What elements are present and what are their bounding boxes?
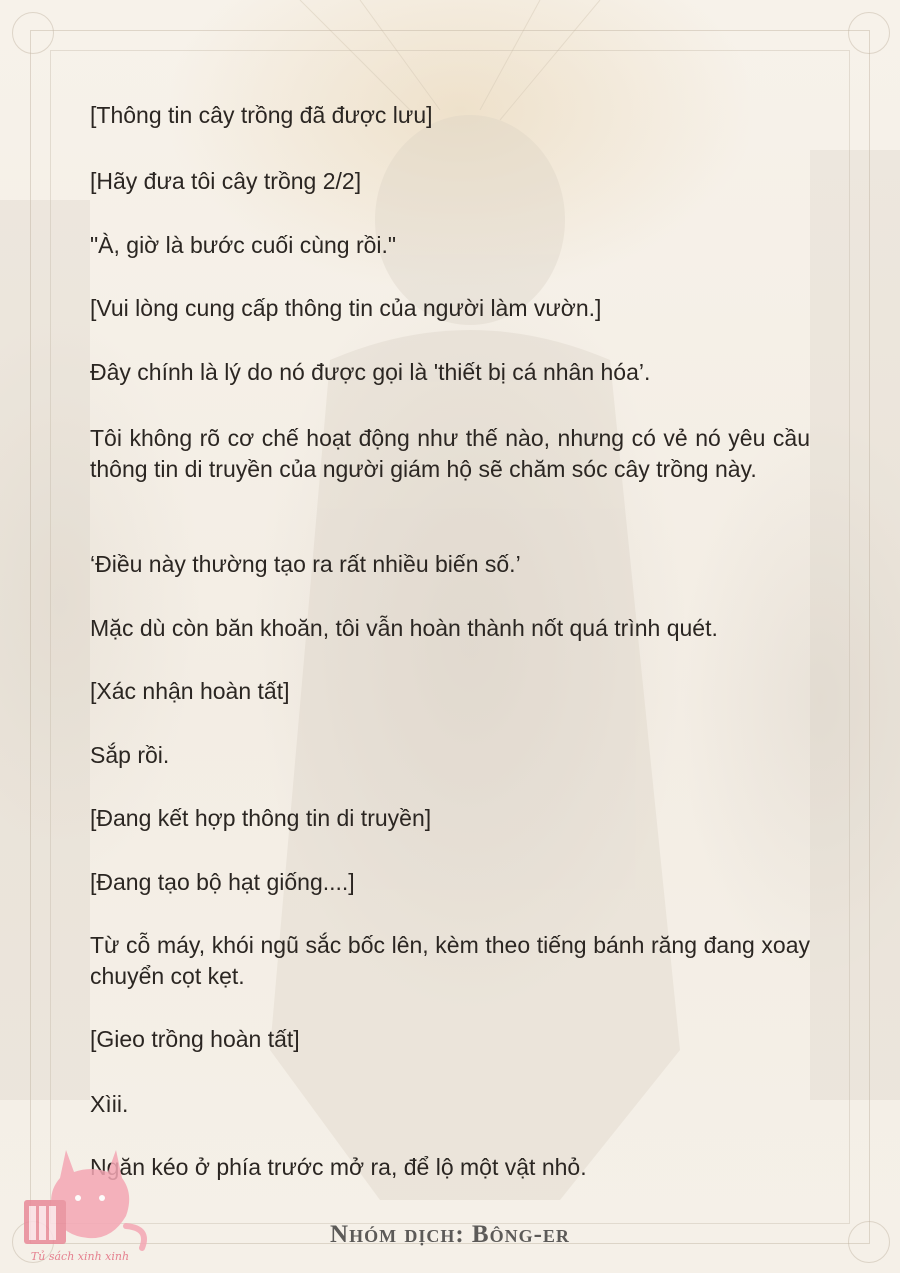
- paragraph: Xìii.: [90, 1091, 129, 1117]
- paragraph: [Vui lòng cung cấp thông tin của người làm vườn.]: [90, 295, 602, 321]
- paragraph: [Thông tin cây trồng đã được lưu]: [90, 102, 433, 128]
- paragraph: Mặc dù còn băn khoăn, tôi vẫn hoàn thành nốt quá trình quét.: [90, 615, 718, 641]
- frame-corner-top-right: [848, 12, 890, 54]
- pink-cat-book-logo-icon: [16, 1130, 156, 1270]
- paragraph: [Đang tạo bộ hạt giống....]: [90, 869, 355, 895]
- paragraph: Sắp rồi.: [90, 742, 170, 768]
- paragraph: Ngăn kéo ở phía trước mở ra, để lộ một vật nhỏ.: [90, 1154, 587, 1180]
- paragraph: ‘Điều này thường tạo ra rất nhiều biến số.’: [90, 551, 521, 577]
- logo-caption: Tủ sách xinh xinh: [30, 1250, 130, 1263]
- paragraph: [Xác nhận hoàn tất]: [90, 678, 290, 704]
- paragraph: [Gieo trồng hoàn tất]: [90, 1026, 300, 1052]
- paragraph: Từ cỗ máy, khói ngũ sắc bốc lên, kèm theo tiếng bánh răng đang xoay chuyển cọt kẹt.: [90, 932, 810, 989]
- frame-corner-top-left: [12, 12, 54, 54]
- paragraph: "À, giờ là bước cuối cùng rồi.": [90, 232, 397, 258]
- paragraph: [Hãy đưa tôi cây trồng 2/2]: [90, 168, 362, 194]
- paragraph: [Đang kết hợp thông tin di truyền]: [90, 805, 432, 831]
- paragraph: Đây chính là lý do nó được gọi là 'thiết bị cá nhân hóa’.: [90, 359, 651, 385]
- paragraph: Tôi không rõ cơ chế hoạt động như thế nào, nhưng có vẻ nó yêu cầu thông tin di truyền của người giám hộ sẽ chăm sóc cây trồng này.: [90, 425, 810, 482]
- translator-credit: Nhóm dịch: Bông-er: [330, 1221, 570, 1248]
